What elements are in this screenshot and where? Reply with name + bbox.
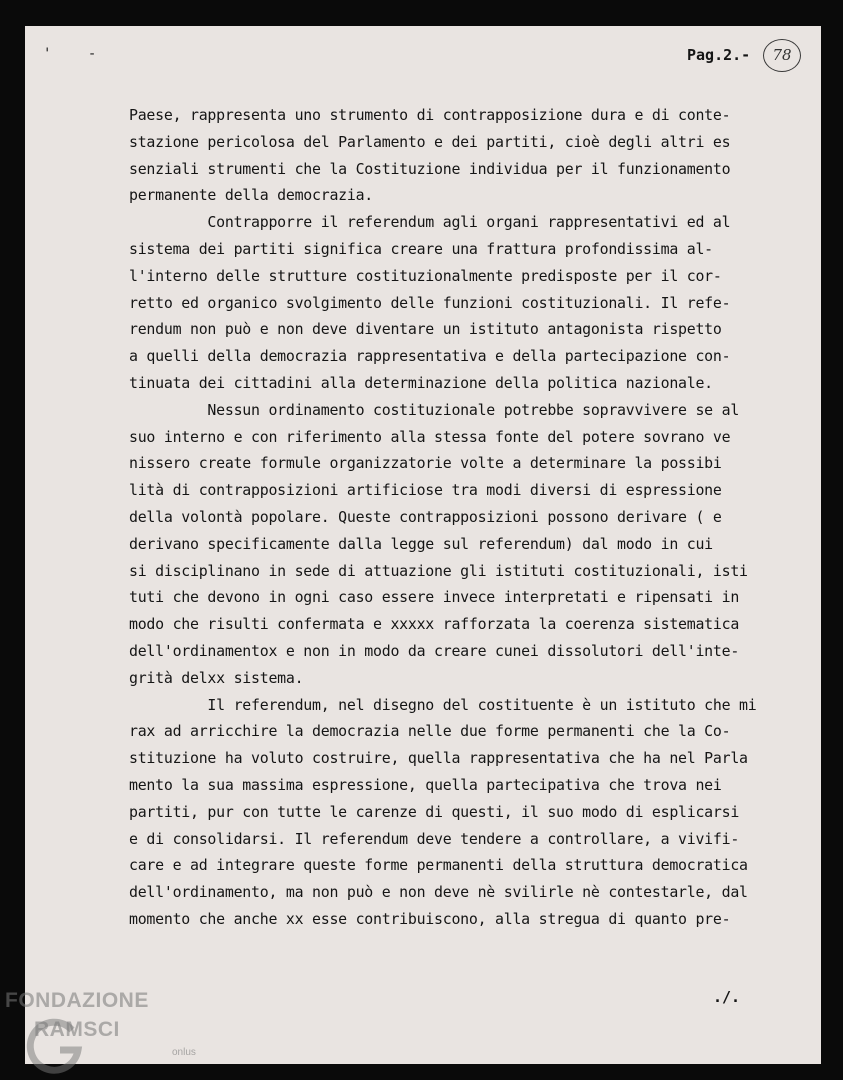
text-line: Nessun ordinamento costituzionale potrebbe sopravvivere se al: [129, 400, 740, 419]
text-line: Il referendum, nel disegno del costituente è un istituto che mi: [129, 695, 757, 714]
page-number: Pag.2.-: [687, 46, 751, 64]
text-line: si disciplinano in sede di attuazione gli istituti costituzionali, isti: [129, 561, 748, 580]
watermark-line-2: RAMSCI: [34, 1018, 120, 1041]
continuation-mark: ./.: [713, 988, 741, 1006]
text-line: dell'ordinamentox e non in modo da creare cunei dissolutori dell'inte-: [129, 641, 740, 660]
stray-marks: ' -: [43, 46, 111, 62]
text-line: l'interno delle strutture costituzionalmente predisposte per il cor-: [129, 266, 722, 285]
folio-number-circled: 78: [763, 39, 801, 72]
text-line: momento che anche xx esse contribuiscono, alla stregua di quanto pre-: [129, 909, 731, 928]
text-line: Paese, rappresenta uno strumento di contrapposizione dura e di conte-: [129, 106, 731, 124]
text-line: Contrapporre il referendum agli organi rappresentativi ed al: [129, 213, 731, 232]
text-line: a quelli della democrazia rappresentativa e della partecipazione con-: [129, 347, 731, 366]
fondazione-gramsci-watermark: [0, 985, 230, 1080]
text-line: permanente della democrazia.: [129, 186, 374, 205]
text-line: e di consolidarsi. Il referendum deve tendere a controllare, a vivifi-: [129, 829, 740, 848]
text-line: stituzione ha voluto costruire, quella rappresentativa che ha nel Parla: [129, 749, 748, 768]
text-line: care e ad integrare queste forme permanenti della struttura democratica: [129, 856, 748, 875]
text-line: partiti, pur con tutte le carenze di questi, il suo modo di esplicarsi: [129, 802, 740, 821]
text-line: mento la sua massima espressione, quella partecipativa che trova nei: [129, 775, 722, 794]
text-line: tinuata dei cittadini alla determinazione della politica nazionale.: [129, 373, 713, 392]
text-line: della volontà popolare. Queste contrapposizioni possono derivare ( e: [129, 507, 722, 526]
text-line: nissero create formule organizzatorie volte a determinare la possibi: [129, 454, 722, 473]
text-line: suo interno e con riferimento alla stessa fonte del potere sovrano ve: [129, 427, 731, 446]
text-line: lità di contrapposizioni artificiose tra modi diversi di espressione: [129, 481, 722, 500]
text-line: grità delxx sistema.: [129, 668, 304, 687]
text-line: rax ad arricchire la democrazia nelle due forme permanenti che la Co-: [129, 722, 731, 741]
text-line: stazione pericolosa del Parlamento e dei partiti, cioè degli altri es: [129, 132, 731, 151]
text-line: modo che risulti confermata e xxxxx rafforzata la coerenza sistematica: [129, 615, 740, 634]
text-line: rendum non può e non deve diventare un istituto antagonista rispetto: [129, 320, 722, 339]
text-line: senziali strumenti che la Costituzione individua per il funzionamento: [129, 159, 731, 178]
document-page: [25, 26, 821, 1064]
typewritten-text: [129, 102, 819, 933]
watermark-line-1: FONDAZIONE: [5, 989, 149, 1012]
text-line: derivano specificamente dalla legge sul referendum) dal modo in cui: [129, 534, 713, 553]
text-line: sistema dei partiti significa creare una frattura profondissima al-: [129, 239, 713, 258]
text-line: dell'ordinamento, ma non può e non deve nè svilirle nè contestarle, dal: [129, 883, 748, 902]
text-line: retto ed organico svolgimento delle funzioni costituzionali. Il refe-: [129, 293, 731, 312]
text-line: tuti che devono in ogni caso essere invece interpretati e ripensati in: [129, 588, 740, 607]
watermark-line-3: onlus: [172, 1047, 196, 1058]
